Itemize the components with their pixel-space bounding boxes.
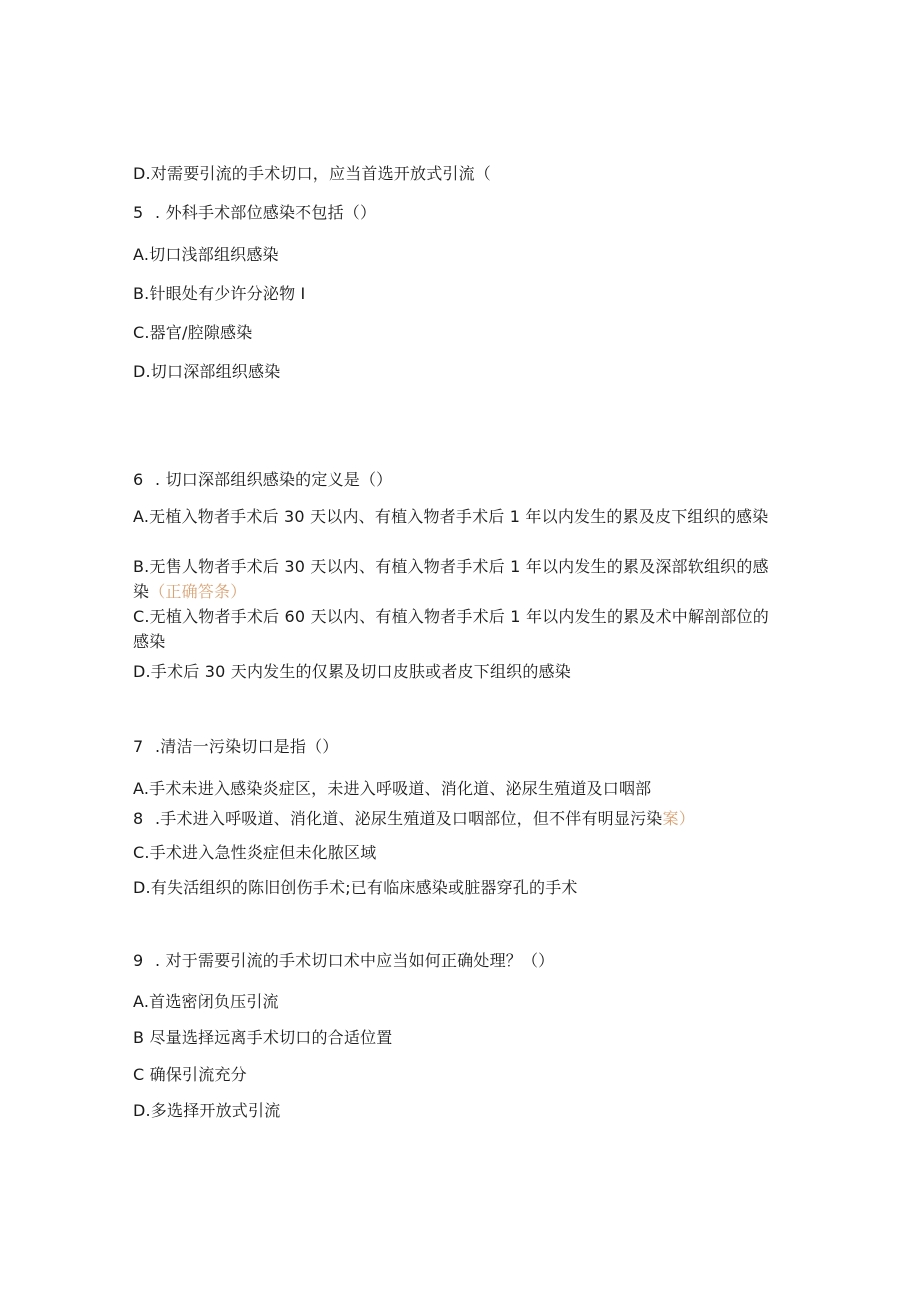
q9-option-d: D.多选择开放式引流 xyxy=(133,1101,281,1120)
question-stem: . 外科手术部位感染不包括（） xyxy=(155,203,377,222)
question-number: 8 xyxy=(133,809,144,828)
question-number: 6 xyxy=(133,470,144,489)
q9-option-b: B 尽量选择远离手术切口的合适位置 xyxy=(133,1028,393,1047)
q5-option-b: B.针眼处有少许分泌物 I xyxy=(133,284,306,303)
question-6 xyxy=(133,470,392,490)
question-stem: . 对于需要引流的手术切口术中应当如何正确处理？（） xyxy=(155,951,555,970)
prev-option-d: D.对需要引流的手术切口，应当首选开放式引流（ xyxy=(133,164,492,183)
question-7 xyxy=(133,737,339,757)
q6-option-b xyxy=(133,554,783,604)
question-stem: .清洁一污染切口是指（） xyxy=(155,737,339,756)
q7-option-a: A.手术未进入感染炎症区，未进入呼吸道、消化道、泌尿生殖道及口咽部 xyxy=(133,779,652,798)
q5-option-a: A.切口浅部组织感染 xyxy=(133,245,279,264)
question-5 xyxy=(133,203,376,223)
question-stem: .手术进入呼吸道、消化道、泌尿生殖道及口咽部位，但不伴有明显污染 xyxy=(155,809,663,828)
question-9 xyxy=(133,951,554,971)
q7-option-c: C.手术进入急性炎症但未化脓区域 xyxy=(133,843,377,862)
q6-option-c: C.无植入物者手术后 60 天以内、有植入物者手术后 1 年以内发生的累及术中解剖部位的感染 xyxy=(133,607,769,651)
question-number: 5 xyxy=(133,203,144,222)
question-stem: . 切口深部组织感染的定义是（） xyxy=(155,470,393,489)
question-number: 9 xyxy=(133,951,144,970)
q9-option-a: A.首选密闭负压引流 xyxy=(133,992,279,1011)
answer-note: 案） xyxy=(662,809,695,828)
question-number: 7 xyxy=(133,737,144,756)
question-8 xyxy=(133,809,695,829)
q5-option-d: D.切口深部组织感染 xyxy=(133,362,281,381)
q9-option-c: C 确保引流充分 xyxy=(133,1065,247,1084)
q6-option-a: A.无植入物者手术后 30 天以内、有植入物者手术后 1 年以内发生的累及皮下组织的感染 xyxy=(133,507,769,526)
answer-note: （正确答条） xyxy=(149,582,247,601)
q7-option-d: D.有失活组织的陈旧创伤手术;已有临床感染或脏器穿孔的手术 xyxy=(133,878,578,897)
q5-option-c: C.器官/腔隙感染 xyxy=(133,323,253,342)
option-text: B.无售人物者手术后 30 天以内、有植入物者手术后 1 年以内发生的累及深部软组织的感染 xyxy=(133,557,769,601)
q6-option-d: D.手术后 30 天内发生的仅累及切口皮肤或者皮下组织的感染 xyxy=(133,662,571,681)
